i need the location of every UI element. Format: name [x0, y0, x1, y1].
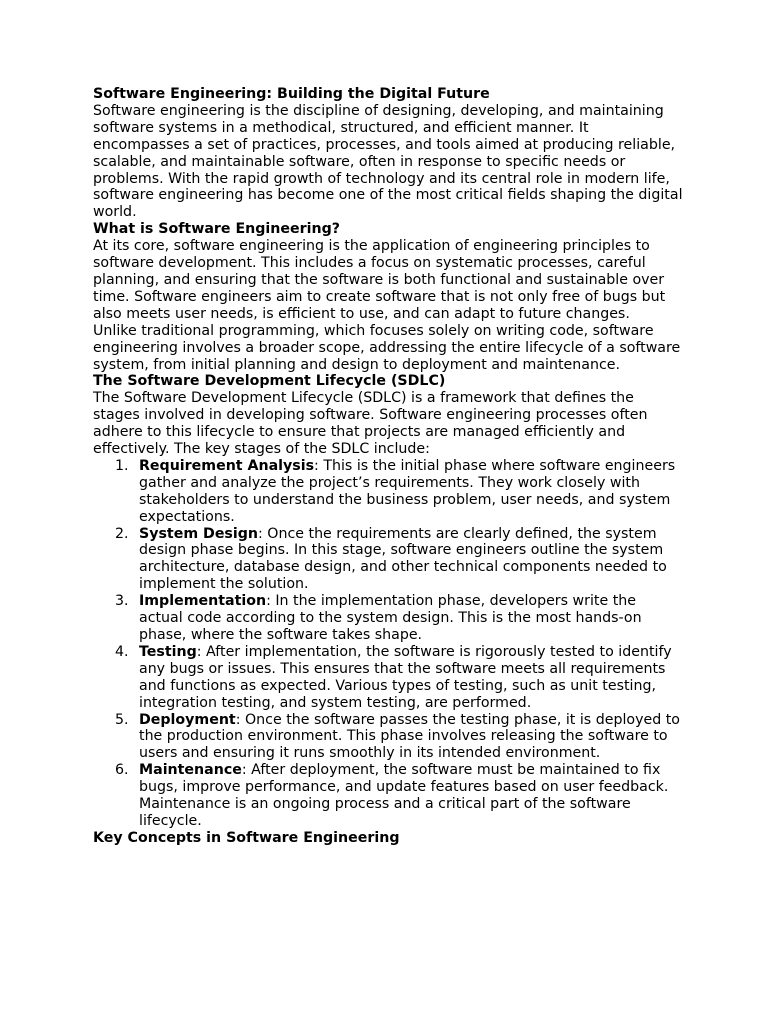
- what-paragraph-2: Unlike traditional programming, which focuses solely on writing code, software engineering involves a broader scope, addressing the entire lifecycle of a software system, from initial planning and design to deployment and maintenance.: [93, 322, 681, 373]
- list-item-number: 2.: [115, 525, 129, 542]
- list-item-text: : Once the requirements are clearly defined, the system design phase begins. In this stage, software engineers outline the system architecture, database design, and other technical components needed to implement the solution.: [139, 525, 667, 593]
- list-item-number: 5.: [115, 711, 129, 728]
- list-item-text: : In the implementation phase, developers write the actual code according to the system design. This is the most hands-on phase, where the software takes shape.: [139, 593, 642, 643]
- what-paragraph-1: At its core, software engineering is the application of engineering principles to software development. This includes a focus on systematic processes, careful planning, and ensuring that the software is both functional and sustainable over time. Software engineers aim to create software that is not only free of bugs but also meets user needs, is efficient to use, and can adapt to future changes.: [93, 238, 666, 322]
- sdlc-stage-list: [93, 458, 683, 830]
- section-heading-what: What is Software Engineering?: [93, 221, 340, 238]
- list-item-title: Testing: [139, 643, 197, 660]
- intro-paragraph: Software engineering is the discipline of designing, developing, and maintaining software systems in a methodical, structured, and efficient manner. It encompasses a set of practices, processes, and tools aimed at producing reliable, scalable, and maintainable software, often in response to specific needs or problems. With the rapid growth of technology and its central role in modern life, software engineering has become one of the most critical fields shaping the digital world.: [93, 102, 683, 221]
- list-item-title: Requirement Analysis: [139, 457, 315, 474]
- section-heading-sdlc: The Software Development Lifecycle (SDLC): [93, 373, 446, 390]
- list-item: [115, 593, 683, 644]
- list-item: [115, 457, 683, 526]
- list-item: [115, 762, 683, 830]
- list-item-number: 3.: [115, 593, 129, 610]
- document-page: [93, 86, 683, 847]
- list-item-number: 4.: [115, 643, 129, 660]
- list-item-title: Maintenance: [139, 762, 242, 779]
- list-item: [115, 711, 683, 763]
- list-item-number: 6.: [115, 762, 129, 779]
- sdlc-intro-paragraph: The Software Development Lifecycle (SDLC) is a framework that defines the stages involved in developing software. Software engineering processes often adhere to this lifecycle to ensure that projects are managed efficiently and effectively. The key stages of the SDLC include:: [93, 390, 648, 458]
- section-heading-key-concepts: Key Concepts in Software Engineering: [93, 829, 400, 846]
- list-item-text: : After implementation, the software is rigorously tested to identify any bugs or issues. This ensures that the software meets all requirements and functions as expected. Various types of testing, such as unit testing, integration testing, and system testing, are performed.: [139, 643, 672, 711]
- list-item: [115, 643, 683, 712]
- list-item-title: Deployment: [139, 711, 236, 728]
- list-item-text: : This is the initial phase where software engineers gather and analyze the project’s requirements. They work closely with stakeholders to understand the business problem, user needs, and system expectations.: [139, 457, 676, 525]
- list-item-text: : Once the software passes the testing phase, it is deployed to the production environment. This phase involves releasing the software to users and ensuring it runs smoothly in its intended environment.: [139, 711, 680, 762]
- list-item-number: 1.: [115, 457, 129, 474]
- list-item-text: : After deployment, the software must be maintained to fix bugs, improve performance, and update features based on user feedback. Maintenance is an ongoing process and a critical part of the software lifecycle.: [139, 762, 669, 829]
- list-item: [115, 525, 683, 594]
- list-item-title: System Design: [139, 525, 259, 542]
- list-item-title: Implementation: [139, 593, 267, 610]
- document-title: Software Engineering: Building the Digital Future: [93, 86, 490, 102]
